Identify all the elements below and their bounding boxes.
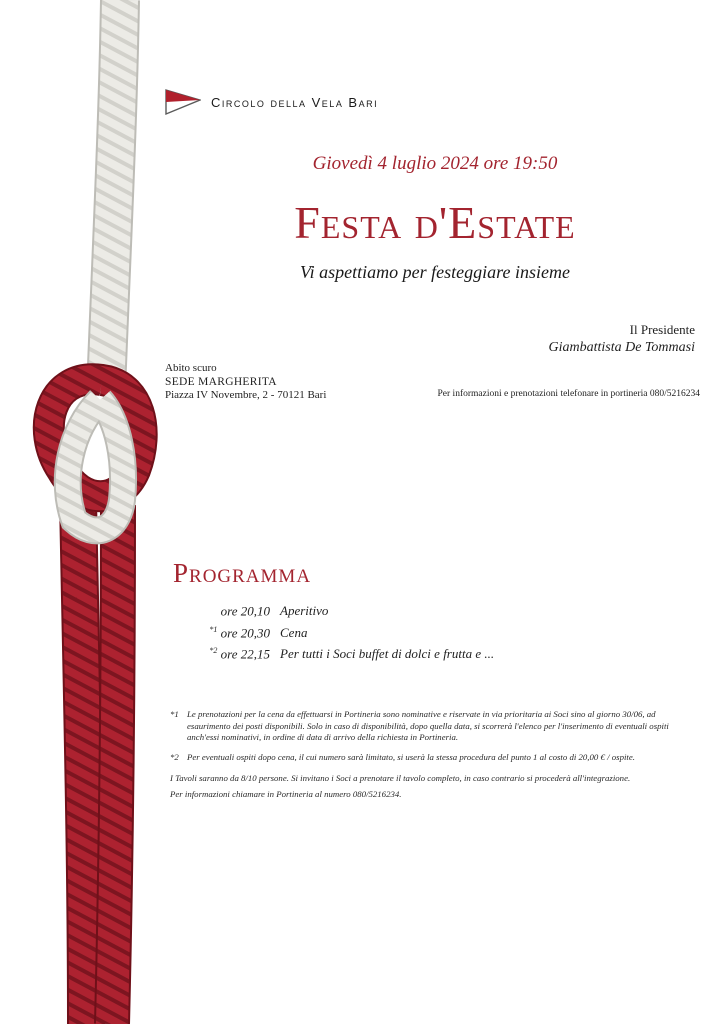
programma-time: ore 20,10 [220,603,270,619]
footnotes [170,709,694,804]
programma-desc: Cena [280,624,308,640]
venue-name: SEDE MARGHERITA [165,375,277,388]
footnote-mark: *2 [170,751,179,762]
programma-item [165,603,494,625]
programma-mark: *1 [209,624,218,634]
closing-notes [170,773,694,800]
signature-name: Giambattista De Tommasi [548,340,695,355]
contact-note: Per informazioni chiamare in Portineria al numero 080/5216234. [170,788,402,799]
club-brand [165,88,378,116]
venue-block [165,362,326,403]
event-title: Festa d'Estate [294,197,576,248]
programma-item [165,625,494,647]
programma-desc: Aperitivo [280,603,329,619]
tables-note: I Tavoli saranno da 8/10 persone. Si invitano i Soci a prenotare il tavolo completo, in caso contrario si procederà all'integrazione. [170,773,631,783]
president-signature [548,322,695,356]
programma-desc: Per tutti i Soci buffet di dolci e frutta e ... [280,646,495,662]
club-name: Circolo della Vela Bari [211,94,379,110]
burgee-flag-icon [165,88,201,116]
footnote [170,709,694,744]
venue-address: Piazza IV Novembre, 2 - 70121 Bari [165,389,327,401]
programma-mark: *2 [209,646,218,655]
booking-info-line: Per informazioni e prenotazioni telefonare in portineria 080/5216234 [437,389,700,399]
programma-item [165,646,494,668]
footnote-text: Per eventuali ospiti dopo cena, il cui numero sarà limitato, si userà la stessa procedura del punto 1 al costo di 20,00 € / ospite. [187,751,635,762]
footnote-text: Le prenotazioni per la cena da effettuarsi in Portineria sono nominative e riservate in via prioritaria ai Soci sino al giorno 30/06, ad esaurimento dei posti disponibili. Solo in caso di disponibilità, dopo quella data, si scorrerà l'elenco per l'inserimento di eventuali ospiti anch'essi nominativi, in ordine di data di arrivo della richiesta in Portineria. [187,709,669,742]
programma-time: ore 22,15 [220,646,270,662]
programma-heading: Programma [173,558,312,588]
footnote-mark: *1 [170,709,179,719]
event-subtitle: Vi aspettiamo per festeggiare insieme [300,262,570,282]
programma-list [165,603,494,668]
dress-code: Abito scuro [165,362,217,374]
rope-knot-illustration [0,0,190,1024]
signature-role: Il Presidente [629,322,695,337]
footnote [170,752,694,764]
event-date-time: Giovedì 4 luglio 2024 ore 19:50 [312,153,558,174]
programma-time: ore 20,30 [220,624,270,640]
